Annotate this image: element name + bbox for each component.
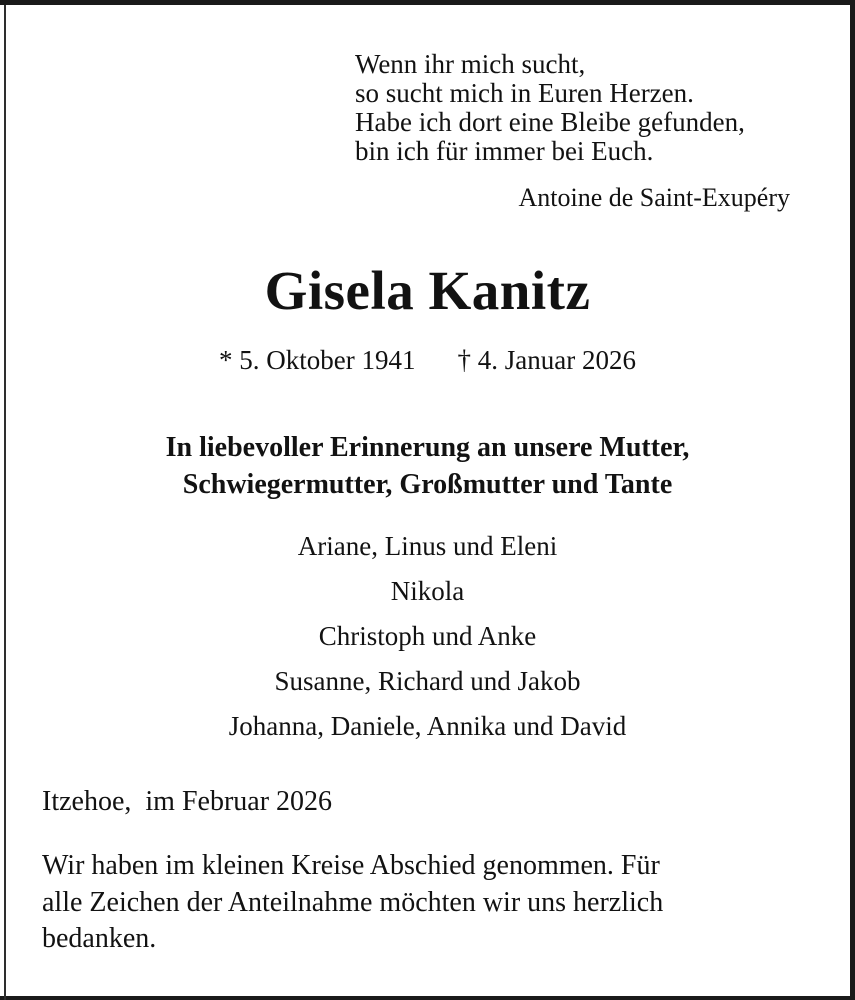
- closing-line: Wir haben im kleinen Kreise Abschied genommen. Für: [42, 850, 660, 881]
- poem-line: bin ich für immer bei Euch.: [355, 136, 654, 166]
- scan-border-bottom: [0, 996, 855, 1000]
- mourner-line: Johanna, Daniele, Annika und David: [228, 711, 627, 741]
- memorial-line: In liebevoller Erinnerung an unsere Mutter,: [165, 432, 690, 463]
- life-dates: [0, 344, 855, 376]
- memorial-line: Schwiegermutter, Großmutter und Tante: [182, 469, 673, 500]
- scan-border-top: [0, 0, 855, 5]
- poem-attribution: Antoine de Saint-Exupéry: [518, 183, 790, 212]
- deceased-name: Gisela Kanitz: [264, 260, 591, 321]
- mourners-list: [0, 524, 855, 749]
- poem-line: so sucht mich in Euren Herzen.: [355, 78, 694, 108]
- poem-line: Habe ich dort eine Bleibe gefunden,: [355, 107, 745, 137]
- birth-date: * 5. Oktober 1941: [219, 345, 416, 375]
- death-date: † 4. Januar 2026: [457, 345, 636, 375]
- mourner-line: Christoph und Anke: [318, 621, 537, 651]
- mourner-line: Nikola: [390, 576, 465, 606]
- closing-line: bedanken.: [42, 923, 157, 954]
- memorial-dedication: [0, 429, 855, 503]
- poem-block: [355, 50, 745, 166]
- mourner-line: Ariane, Linus und Eleni: [297, 531, 558, 561]
- poem-line: Wenn ihr mich sucht,: [355, 49, 586, 79]
- closing-line: alle Zeichen der Anteilnahme möchten wir uns herzlich: [42, 886, 664, 918]
- mourner-line: Susanne, Richard und Jakob: [274, 666, 581, 696]
- closing-paragraph: [42, 848, 663, 958]
- place-date-line: Itzehoe, im Februar 2026: [42, 786, 333, 817]
